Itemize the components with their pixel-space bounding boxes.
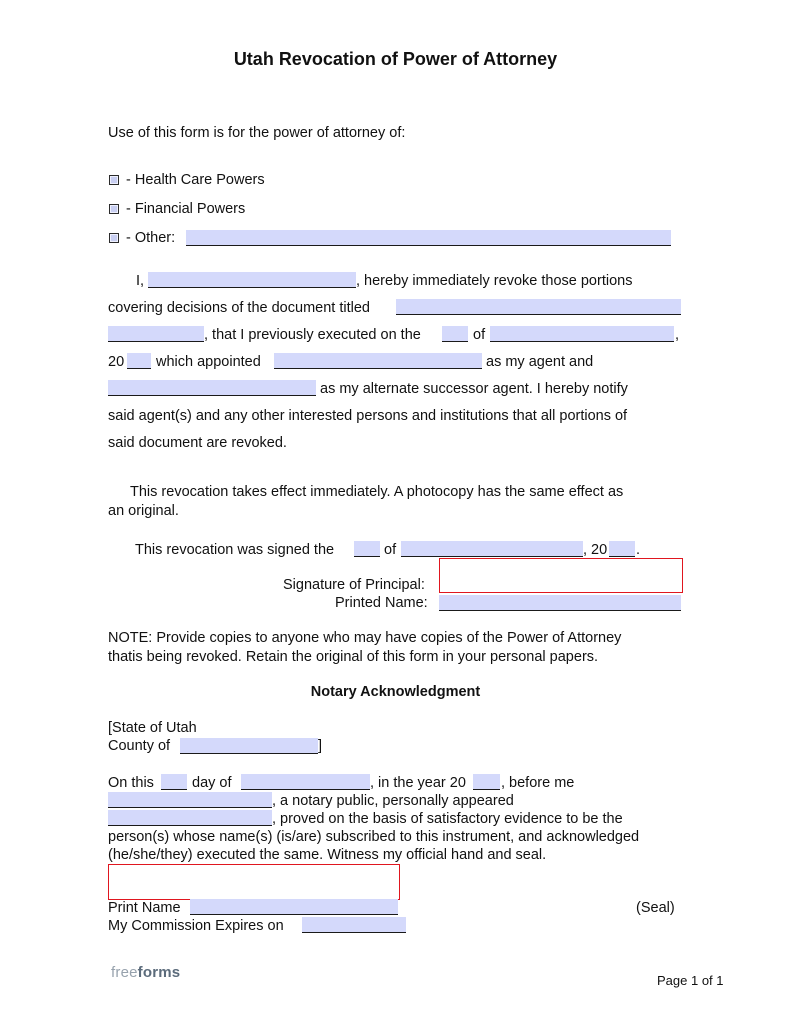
printed-name-field[interactable] [439, 595, 681, 611]
notary-county-label: County of [108, 738, 171, 754]
agent-name-field[interactable] [274, 353, 482, 369]
seal-label: (Seal) [636, 900, 675, 916]
intro-text: Use of this form is for the power of attorney of: [108, 125, 406, 141]
page-number: Page 1 of 1 [657, 973, 724, 988]
body-executed: , that I previously executed on the [204, 327, 421, 343]
document-title: Utah Revocation of Power of Attorney [233, 49, 558, 69]
principal-signature-box[interactable] [439, 558, 683, 593]
notary-bracket: ] [318, 738, 323, 754]
body-revoke: , hereby immediately revoke those portions [356, 273, 633, 289]
appeared-name-field[interactable] [108, 810, 272, 826]
body-as-agent: as my agent and [486, 354, 594, 370]
signed-period: . [636, 542, 641, 558]
body-of: of [473, 327, 486, 343]
other-label: - Other: [126, 230, 176, 246]
notary-month-field[interactable] [241, 774, 370, 790]
notary-in-year: , in the year 20 [370, 775, 466, 791]
notary-proved: , proved on the basis of satisfactory evidence to be the [272, 811, 623, 827]
executed-year-field[interactable] [127, 353, 151, 369]
body-comma: , [675, 327, 680, 343]
health-care-checkbox[interactable] [109, 175, 119, 185]
notary-public: , a notary public, personally appeared [272, 793, 514, 809]
print-name-label: Print Name [108, 900, 181, 916]
body-i: I, [136, 273, 145, 289]
commission-expires-field[interactable] [302, 917, 406, 933]
document-title-field-cont[interactable] [108, 326, 204, 342]
notary-persons: person(s) whose name(s) (is/are) subscribed to this instrument, and acknowledged [108, 829, 640, 845]
notary-print-name-field[interactable] [190, 899, 398, 915]
body-notify: said agent(s) and any other interested persons and institutions that all portions of [108, 408, 628, 424]
financial-label: - Financial Powers [126, 201, 246, 217]
commission-label: My Commission Expires on [108, 918, 284, 934]
logo-free: free [111, 964, 138, 981]
notary-state: [State of Utah [108, 720, 197, 736]
principal-name-field[interactable] [148, 272, 356, 288]
notary-name-field[interactable] [108, 792, 272, 808]
notary-day-of: day of [192, 775, 232, 791]
printed-name-label: Printed Name: [335, 595, 428, 611]
other-field[interactable] [186, 230, 671, 246]
notary-before-me: , before me [501, 775, 575, 791]
executed-month-field[interactable] [490, 326, 674, 342]
body-revoked: said document are revoked. [108, 435, 287, 451]
notary-on-this: On this [108, 775, 154, 791]
executed-day-field[interactable] [442, 326, 468, 342]
freeforms-logo [111, 964, 180, 981]
notary-heading: Notary Acknowledgment [310, 684, 481, 700]
other-checkbox[interactable] [109, 233, 119, 243]
body-covering: covering decisions of the document titled [108, 300, 370, 316]
notary-signature-box[interactable] [108, 864, 400, 900]
financial-checkbox[interactable] [109, 204, 119, 214]
signed-prefix: This revocation was signed the [135, 542, 335, 558]
alternate-agent-field[interactable] [108, 380, 316, 396]
effect-line1: This revocation takes effect immediately. A photocopy has the same effect as [130, 484, 624, 500]
county-field[interactable] [180, 738, 318, 754]
note-line1: NOTE: Provide copies to anyone who may have copies of the Power of Attorney [108, 630, 622, 646]
signed-month-field[interactable] [401, 541, 583, 557]
health-care-label: - Health Care Powers [126, 172, 265, 188]
principal-signature-label: Signature of Principal: [283, 577, 425, 593]
notary-year-field[interactable] [473, 774, 500, 790]
signed-day-field[interactable] [354, 541, 380, 557]
signed-year-field[interactable] [609, 541, 635, 557]
body-twenty: 20 [108, 354, 125, 370]
notary-executed: (he/she/they) executed the same. Witness my official hand and seal. [108, 847, 547, 863]
effect-line2: an original. [108, 503, 179, 519]
logo-forms: forms [137, 964, 181, 981]
signed-year-prefix: , 20 [583, 542, 608, 558]
document-title-field[interactable] [396, 299, 681, 315]
signed-of: of [384, 542, 397, 558]
note-line2: thatis being revoked. Retain the original of this form in your personal papers. [108, 649, 599, 665]
body-alt-agent: as my alternate successor agent. I hereby notify [320, 381, 628, 397]
notary-day-field[interactable] [161, 774, 187, 790]
body-appointed: which appointed [156, 354, 261, 370]
